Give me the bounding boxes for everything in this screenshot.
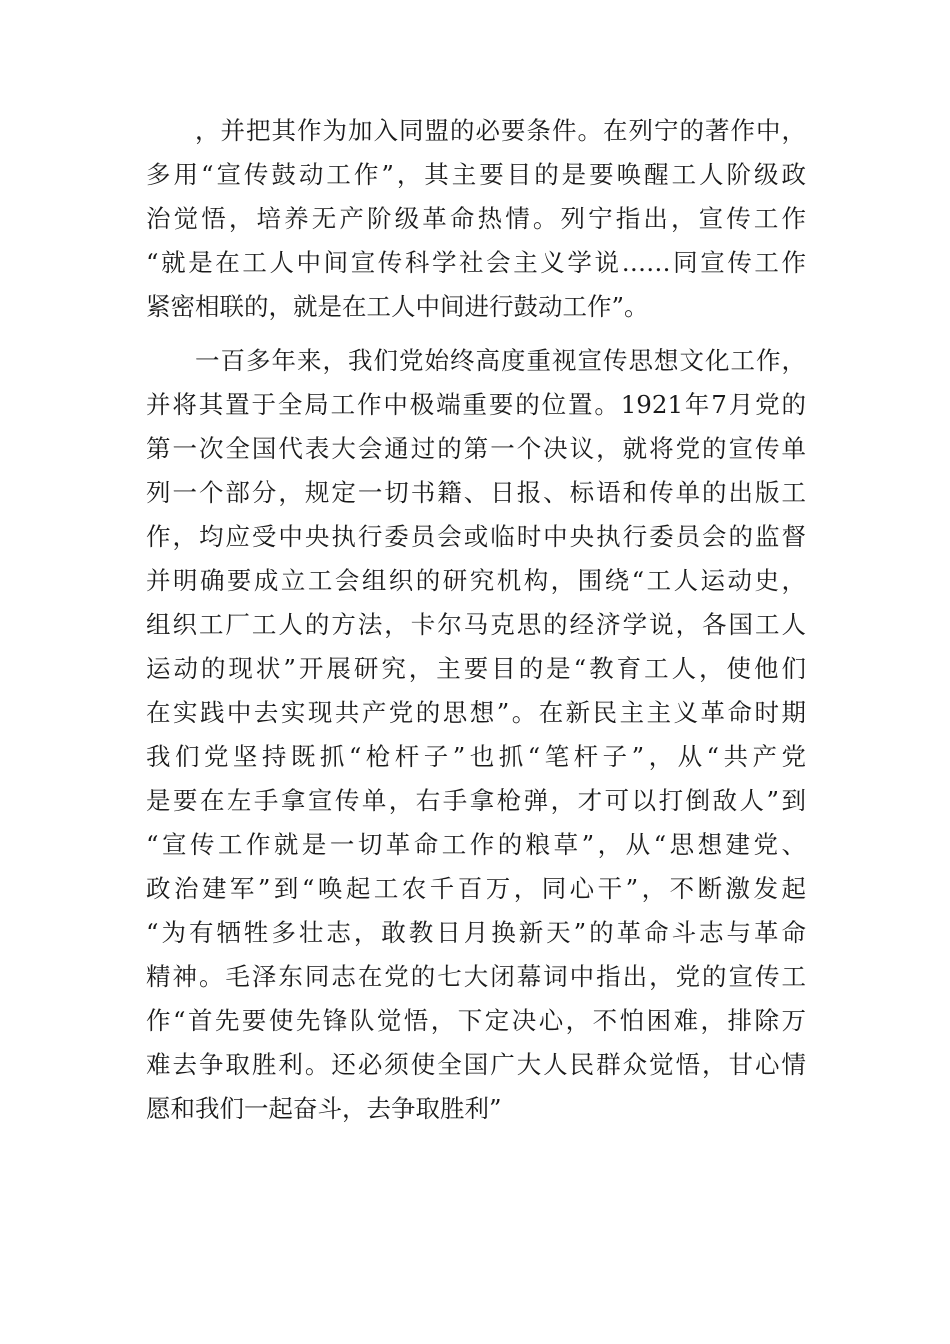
- text-line: “就是在工人中间宣传科学社会主义学说……同宣传工作: [146, 248, 806, 277]
- text-line: 并将其置于全局工作中极端重要的位置。1921年7月党的: [146, 390, 806, 419]
- text-line: 政治建军”到“唤起工农千百万，同心干”，不断激发起: [146, 874, 806, 903]
- text-line: 作“首先要使先锋队觉悟，下定决心，不怕困难，排除万: [146, 1006, 806, 1035]
- text-line: 列一个部分，规定一切书籍、日报、标语和传单的出版工: [146, 478, 806, 507]
- text-line: 治觉悟，培养无产阶级革命热情。列宁指出，宣传工作: [146, 204, 806, 233]
- text-line: 组织工厂工人的方法，卡尔马克思的经济学说，各国工人: [146, 610, 806, 639]
- text-line: 在实践中去实现共产党的思想”。在新民主主义革命时期: [146, 698, 806, 727]
- text-line: 紧密相联的，就是在工人中间进行鼓动工作”。: [146, 292, 649, 321]
- text-line: 我们党坚持既抓“枪杆子”也抓“笔杆子”，从“共产党: [146, 742, 806, 771]
- text-line: 并明确要成立工会组织的研究机构，围绕“工人运动史，: [146, 566, 806, 595]
- text-line: 多用“宣传鼓动工作”，其主要目的是要唤醒工人阶级政: [146, 160, 806, 189]
- text-line: 愿和我们一起奋斗，去争取胜利”: [146, 1094, 502, 1123]
- text-line: 精神。毛泽东同志在党的七大闭幕词中指出，党的宣传工: [146, 962, 806, 991]
- text-line: 是要在左手拿宣传单，右手拿枪弹，才可以打倒敌人”到: [146, 786, 806, 815]
- text-line: 运动的现状”开展研究，主要目的是“教育工人，使他们: [146, 654, 806, 683]
- text-line: 作，均应受中央执行委员会或临时中央执行委员会的监督: [146, 522, 806, 551]
- text-line: “为有牺牲多壮志，敢教日月换新天”的革命斗志与革命: [146, 918, 806, 947]
- text-line: 难去争取胜利。还必须使全国广大人民群众觉悟，甘心情: [146, 1050, 806, 1079]
- text-line: “宣传工作就是一切革命工作的粮草”，从“思想建党、: [146, 830, 806, 859]
- text-line: 一百多年来，我们党始终高度重视宣传思想文化工作，: [195, 346, 806, 375]
- text-line: ，并把其作为加入同盟的必要条件。在列宁的著作中，: [195, 116, 806, 145]
- text-line: 第一次全国代表大会通过的第一个决议，就将党的宣传单: [146, 434, 806, 463]
